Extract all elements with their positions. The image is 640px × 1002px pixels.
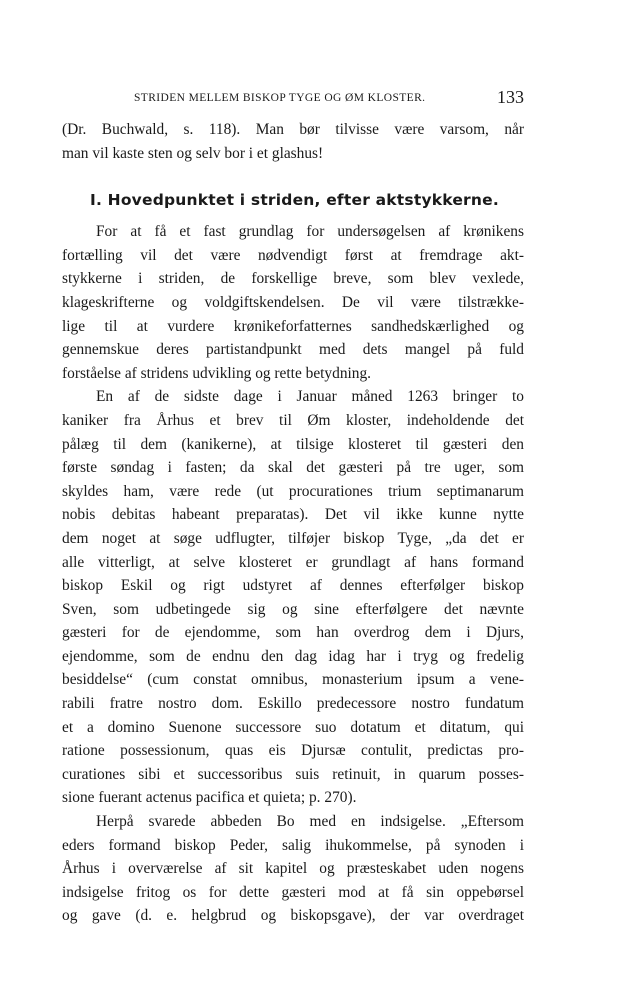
text-line: ejendomme, som de endnu den dag idag har i tryg og fredelig [62,647,524,665]
text-line: rabili fratre nostro dom. Eskillo predecessore nostro fundatum [62,695,524,713]
text-line: gæsteri for de ejendomme, som han overdrog dem i Djurs, [62,624,524,642]
text-line: Sven, som udbetingede sig og sine efterfølgere det nævnte [62,600,524,618]
text-line: biskop Eskil og rigt udstyret af dennes efterfølger biskop [62,577,524,595]
text-line: alle vitterligt, at selve klosteret er grundlagt af hans formand [62,553,524,571]
text-line: (Dr. Buchwald, s. 118). Man bør tilvisse være varsom, når [62,121,524,138]
text-line: skyldes ham, være rede (ut procurationes trium septimanarum [62,482,524,500]
paragraph-1 [62,220,524,385]
text-line: Århus i overværelse af sit kapitel og præsteskabet uden nogens [62,860,524,878]
text-line: sione fuerant actenus pacifica et quieta; p. 270). [62,789,357,807]
text-line: besiddelse“ (cum constat omnibus, monasterium ipsum a vene- [62,671,524,689]
text-line: dem noget at søge udflugter, tilføjer biskop Tyge, „da det er [62,529,524,547]
running-title: STRIDEN MELLEM BISKOP TYGE OG ØM KLOSTER. [134,92,426,104]
running-head [134,88,524,112]
text-line: et a domino Suenone successore suo dotatum et ditatum, qui [62,718,524,736]
text-line: eders formand biskop Peder, salig ihukommelse, på synoden i [62,836,524,854]
page-number: 133 [497,87,524,107]
text-line: Herpå svarede abbeden Bo med en indsigelse. „Eftersom [96,813,524,831]
text-line: lige til at vurdere krønikeforfatternes sandhedskærlighed og [62,317,524,335]
section-heading: I. Hovedpunktet i striden, efter aktstykkerne. [90,191,499,210]
text-line: nobis debitas habeant preparatas). Det vil ikke kunne nytte [62,506,524,524]
text-line: indsigelse fritog os for dette gæsteri mod at få sin oppebørsel [62,883,524,901]
text-line: fortælling vil det være nødvendigt først at fremdrage akt- [62,246,524,264]
text-line: gennemskue deres partistandpunkt med dets mangel på fuld [62,341,524,359]
text-line: kaniker fra Århus et brev til Øm kloster, indeholdende det [62,411,524,429]
paragraph-3 [62,810,524,928]
paragraph-2 [62,385,524,810]
text-line: og gave (d. e. helgbrud og biskopsgave), der var overdraget [62,907,524,925]
text-line: man vil kaste sten og selv bor i et glashus! [62,144,324,162]
text-line: pålæg til dem (kanikerne), at tilsige klosteret til gæsteri den [62,435,524,453]
text-line: For at få et fast grundlag for undersøgelsen af krønikens [96,223,524,241]
text-line: klageskrifterne og voldgiftskendelsen. De vil være tilstrække- [62,293,524,311]
text-line: forståelse af stridens udvikling og rette betydning. [62,364,372,382]
text-line: stykkerne i striden, de forskellige breve, som blev vexlede, [62,270,524,288]
text-line: første søndag i fasten; da skal det gæsteri på tre uger, som [62,459,524,477]
text-line: curationes sibi et successoribus suis retinuit, in quarum posses- [62,765,524,783]
body-text [62,118,524,928]
intro-paragraph [62,118,524,165]
text-line: En af de sidste dage i Januar måned 1263 bringer to [96,388,524,406]
text-line: ratione possessionum, quas eis Djursæ contulit, predictas pro- [62,742,524,760]
